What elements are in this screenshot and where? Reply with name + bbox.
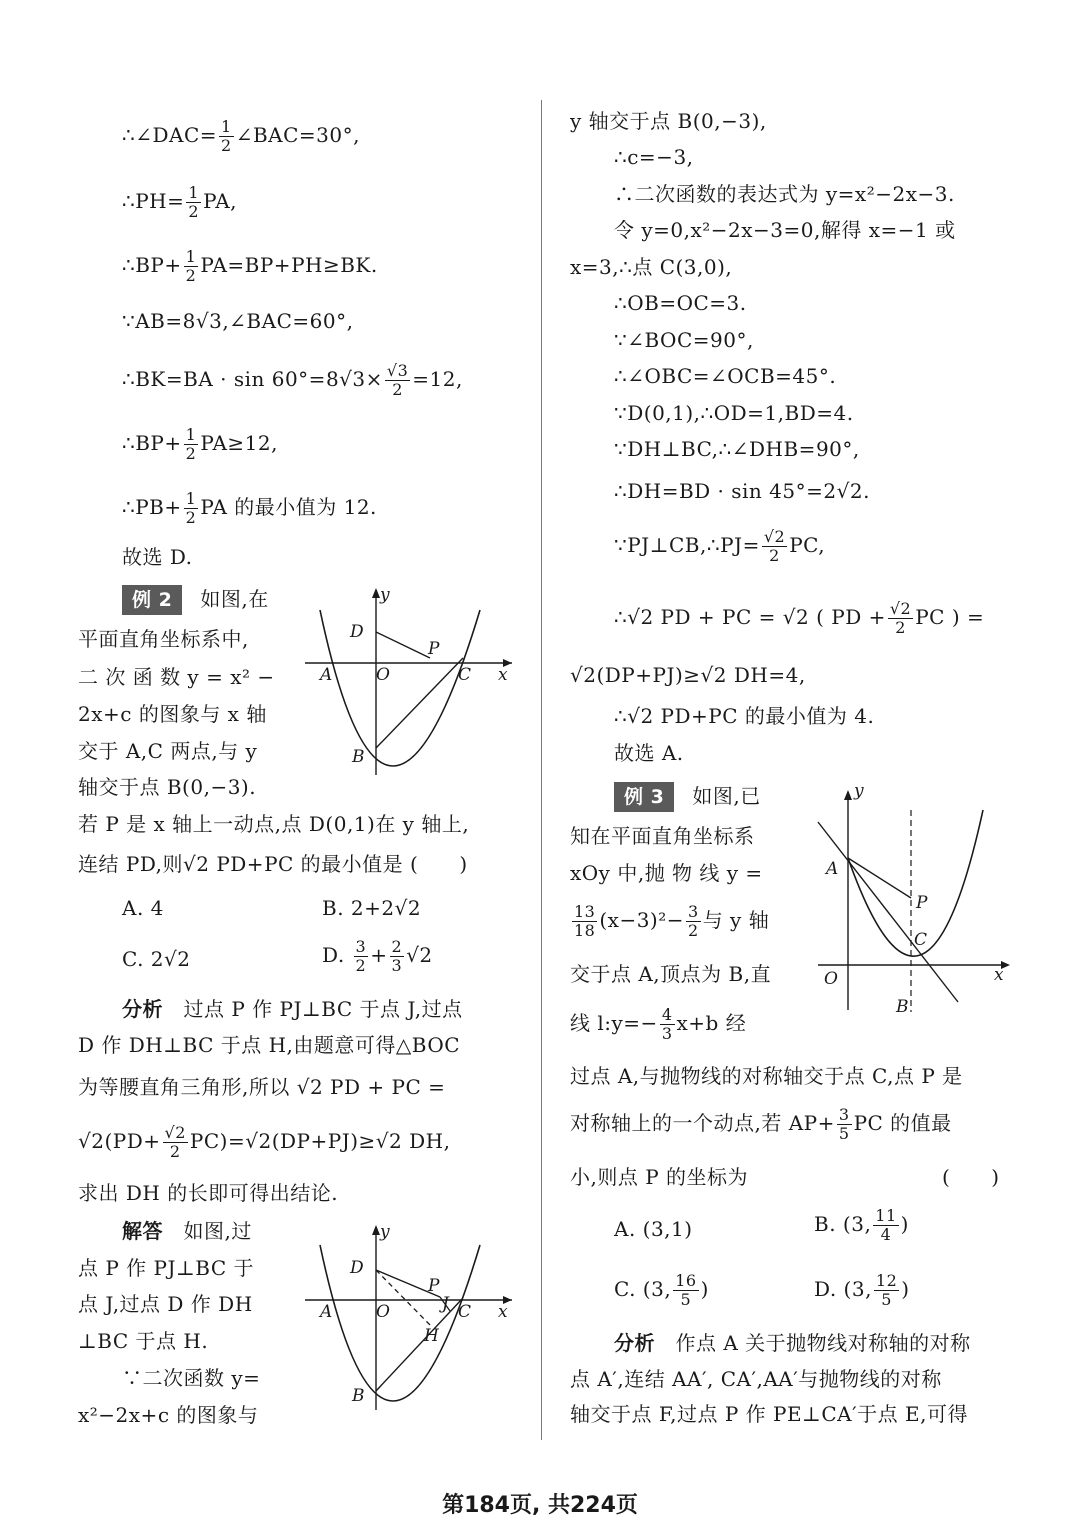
text-line: 2x+c 的图象与 x 轴: [78, 702, 267, 726]
text: D. (3,: [814, 1277, 872, 1301]
label-b: B: [352, 1386, 365, 1406]
text: ∴BK=BA · sin 60°=8√3×: [122, 367, 383, 391]
fraction: [390, 938, 405, 975]
column-divider: [541, 100, 542, 1440]
text-line: [78, 184, 237, 221]
option-a: A. (3,1): [614, 1217, 693, 1241]
label-y: y: [380, 1222, 390, 1242]
y-arrow: [372, 1225, 380, 1235]
text-line: [78, 118, 360, 155]
segment-dp: [376, 632, 430, 658]
text: ∴BP+: [122, 431, 182, 455]
option-d: D. $\frac{3}{2}$ + $\frac{2}{3}$ √2: [322, 937, 433, 975]
numerator: 4: [661, 1005, 673, 1024]
fraction: [186, 184, 201, 221]
label-a: A: [320, 665, 333, 685]
y-arrow: [372, 588, 380, 598]
numerator: 1: [185, 425, 197, 444]
fraction: [385, 362, 410, 399]
text-line: ∴二次函数的表达式为 y=x²−2x−3.: [614, 182, 955, 206]
label-h: H: [424, 1326, 439, 1346]
label-x: x: [498, 1302, 508, 1322]
label-x: x: [498, 665, 508, 685]
text-line: [78, 426, 278, 463]
label-d: D: [350, 622, 364, 642]
denominator: 2: [392, 380, 403, 399]
fraction: [888, 600, 913, 637]
text-line: 故选 A.: [614, 741, 684, 765]
denominator: 2: [188, 202, 200, 221]
text-line: 知在平面直角坐标系: [570, 824, 755, 848]
text: ∴BP+: [122, 253, 182, 277]
fraction: [354, 938, 369, 975]
fraction: [660, 1006, 675, 1043]
numerator: √2: [164, 1123, 186, 1142]
text-line: 过点 A,与抛物线的对称轴交于点 C,点 P 是: [570, 1064, 963, 1088]
numerator: 1: [185, 489, 197, 508]
text: 与 y 轴: [702, 908, 770, 932]
numerator: 3: [838, 1105, 850, 1124]
fraction: [686, 903, 701, 940]
numerator: 1: [221, 117, 232, 136]
text-line: [570, 1006, 746, 1043]
denominator: 2: [895, 618, 906, 637]
text: 如图,过: [183, 1219, 252, 1243]
label-y: y: [854, 781, 864, 801]
text-line: ∵二次函数 y=: [122, 1366, 261, 1390]
fraction: [184, 490, 199, 527]
fraction: [874, 1272, 899, 1309]
label-a: A: [826, 859, 839, 879]
parabola-figure-1: [300, 580, 520, 780]
text-line: ∵∠BOC=90°,: [614, 328, 754, 352]
text-line: 令 y=0,x²−2x−3=0,解得 x=−1 或: [614, 218, 956, 242]
denominator: 2: [185, 508, 197, 527]
text: ∴PB+: [122, 495, 182, 519]
fraction: [873, 1207, 898, 1244]
text: =12,: [412, 367, 463, 391]
example-2-heading: [78, 585, 269, 615]
text: 如图,在: [200, 587, 269, 611]
label-p: P: [428, 1276, 440, 1296]
analysis-label: 分析: [122, 997, 163, 1021]
text-line: 交于点 A,顶点为 B,直: [570, 962, 772, 986]
page-footer: 第184页, 共224页: [442, 1493, 638, 1518]
text-line: 点 J,过点 D 作 DH: [78, 1292, 253, 1316]
text: 作点 A 关于抛物线对称轴的对称: [675, 1331, 971, 1355]
text: √2(PD+: [78, 1129, 161, 1153]
text: √2: [406, 943, 433, 967]
text-line: 为等腰直角三角形,所以 √2 PD + PC =: [78, 1075, 446, 1099]
line-l: [818, 822, 958, 1002]
label-o: O: [376, 665, 390, 685]
parabola-figure-3: [808, 780, 1018, 1020]
text-line: 轴交于点 F,过点 P 作 PE⊥CA′于点 E,可得: [570, 1402, 968, 1426]
text: ∴√2 PD + PC = √2 ( PD +: [614, 605, 886, 629]
solution-line: [78, 1218, 252, 1244]
fraction: [762, 528, 787, 565]
numerator: 3: [355, 937, 367, 956]
parabola-curve: [320, 1245, 480, 1401]
label-b: B: [352, 747, 365, 767]
text: (x−3)²−: [599, 908, 685, 932]
option-a: A. 4: [122, 896, 164, 920]
denominator: 2: [221, 136, 232, 155]
text-line: D 作 DH⊥BC 于点 H,由题意可得△BOC: [78, 1033, 461, 1057]
denominator: 2: [169, 1142, 181, 1161]
text-line: [570, 903, 769, 940]
denominator: 2: [185, 266, 197, 285]
text: PC,: [789, 533, 826, 557]
text-line: [570, 1106, 952, 1143]
text: PA 的最小值为 12.: [200, 495, 377, 519]
text: PA≥12,: [200, 431, 278, 455]
text: PA=BP+PH≥BK.: [200, 253, 378, 277]
text-line: 连结 PD,则√2 PD+PC 的最小值是 ( ): [78, 852, 468, 876]
example-tag: 例 2: [122, 585, 182, 615]
fraction: [184, 426, 199, 463]
text: B. (3,: [814, 1212, 872, 1236]
label-b: B: [896, 997, 909, 1017]
label-a: A: [320, 1302, 333, 1322]
denominator: 5: [680, 1290, 692, 1309]
text-line: 点 A′,连结 AA′, CA′,AA′与抛物线的对称: [570, 1367, 942, 1391]
text-line: ∴c=−3,: [614, 145, 694, 169]
numerator: 2: [391, 937, 403, 956]
solution-label: 解答: [122, 1219, 163, 1243]
text-line: ∵D(0,1),∴OD=1,BD=4.: [614, 401, 854, 425]
example-tag: 例 3: [614, 782, 674, 812]
text-line: 若 P 是 x 轴上一动点,点 D(0,1)在 y 轴上,: [78, 812, 470, 836]
fraction: [184, 248, 199, 285]
text-line: [78, 248, 378, 285]
option-b: [814, 1207, 909, 1244]
label-j: J: [442, 1294, 449, 1314]
parabola-figure-2: [300, 1215, 520, 1415]
text-line: [78, 1124, 450, 1161]
denominator: 3: [661, 1024, 673, 1043]
text: PC ) =: [915, 605, 985, 629]
text: x+b 经: [676, 1011, 747, 1035]
text-line: ∵DH⊥BC,∴∠DHB=90°,: [614, 437, 860, 461]
denominator: 2: [769, 546, 780, 565]
text: C. (3,: [614, 1277, 672, 1301]
denominator: 5: [838, 1124, 850, 1143]
text-line: 小,则点 P 的坐标为: [570, 1165, 749, 1189]
text: ): [900, 1212, 909, 1236]
numerator: 12: [875, 1271, 898, 1290]
text-line: ∵AB=8√3,∠BAC=60°,: [122, 309, 354, 333]
label-o: O: [376, 1302, 390, 1322]
text-line: 点 P 作 PJ⊥BC 于: [78, 1256, 255, 1280]
text-line: √2(DP+PJ)≥√2 DH=4,: [570, 663, 806, 687]
numerator: √2: [889, 599, 912, 618]
text-line: ∴∠OBC=∠OCB=45°.: [614, 364, 837, 388]
text-line: ∴DH=BD · sin 45°=2√2.: [614, 479, 870, 503]
numerator: √3: [386, 361, 409, 380]
option-b: B. 2+2√2: [322, 896, 422, 920]
text: 过点 P 作 PJ⊥BC 于点 J,过点: [183, 997, 463, 1021]
fraction: [219, 118, 234, 155]
analysis-line: [570, 1330, 971, 1356]
answer-paren: ( ): [942, 1165, 1000, 1189]
segment-ap: [848, 858, 911, 898]
text: D.: [322, 943, 345, 967]
text-line: x²−2x+c 的图象与: [78, 1403, 259, 1427]
text-line: y 轴交于点 B(0,−3),: [570, 109, 767, 133]
text: ∴PH=: [122, 189, 185, 213]
example-3-heading: [570, 782, 761, 812]
text: 如图,已: [692, 784, 761, 808]
fraction: [572, 903, 597, 940]
analysis-line: [78, 996, 463, 1022]
fraction: [163, 1124, 188, 1161]
text-line: ⊥BC 于点 H.: [78, 1329, 209, 1353]
y-arrow: [844, 790, 852, 800]
label-d: D: [350, 1258, 364, 1278]
fraction: [837, 1106, 852, 1143]
text: ∴∠DAC=: [122, 123, 218, 147]
analysis-label: 分析: [614, 1331, 655, 1355]
text: ∵PJ⊥CB,∴PJ=: [614, 533, 760, 557]
label-c: C: [458, 665, 472, 685]
denominator: 2: [688, 921, 699, 940]
text: ): [700, 1277, 709, 1301]
denominator: 3: [391, 956, 403, 975]
text-line: [570, 600, 984, 637]
numerator: 11: [875, 1206, 897, 1225]
text-line: 二 次 函 数 y = x² −: [78, 665, 275, 689]
text: 对称轴上的一个动点,若 AP+: [570, 1111, 835, 1135]
text-line: 故选 D.: [122, 545, 193, 569]
numerator: 3: [688, 902, 699, 921]
numerator: √2: [763, 527, 786, 546]
option-d: [814, 1272, 910, 1309]
label-p: P: [428, 639, 440, 659]
text-line: [78, 490, 377, 527]
text-line: ∴OB=OC=3.: [614, 291, 747, 315]
label-c: C: [458, 1302, 472, 1322]
text: PA,: [203, 189, 237, 213]
text-line: ∴√2 PD+PC 的最小值为 4.: [614, 704, 875, 728]
denominator: 5: [881, 1290, 892, 1309]
text: ∠BAC=30°,: [235, 123, 360, 147]
text-line: 轴交于点 B(0,−3).: [78, 775, 257, 799]
option-c: [614, 1272, 709, 1309]
label-p: P: [916, 893, 928, 913]
label-o: O: [824, 969, 838, 989]
text: PC)=√2(DP+PJ)≥√2 DH,: [189, 1129, 451, 1153]
text-line: x=3,∴点 C(3,0),: [570, 255, 733, 279]
option-c: C. 2√2: [122, 947, 191, 971]
fraction: [673, 1272, 698, 1309]
text-line: 求出 DH 的长即可得出结论.: [78, 1181, 339, 1205]
denominator: 2: [355, 956, 367, 975]
text-line: 交于 A,C 两点,与 y: [78, 739, 258, 763]
parabola-curve: [320, 610, 480, 766]
numerator: 13: [574, 902, 596, 921]
text-line: [78, 362, 463, 399]
numerator: 1: [185, 247, 197, 266]
label-y: y: [380, 585, 390, 605]
denominator: 4: [880, 1225, 892, 1244]
label-c: C: [914, 930, 928, 950]
text-line: [570, 528, 825, 565]
text: ): [901, 1277, 910, 1301]
label-x: x: [994, 965, 1004, 985]
text: 线 l:y=−: [570, 1011, 658, 1035]
numerator: 1: [188, 183, 200, 202]
denominator: 18: [574, 921, 596, 940]
denominator: 2: [185, 444, 197, 463]
numerator: 16: [675, 1271, 697, 1290]
text-line: xOy 中,抛 物 线 y =: [570, 861, 763, 885]
text: PC 的值最: [853, 1111, 952, 1135]
text-line: 平面直角坐标系中,: [78, 627, 249, 651]
